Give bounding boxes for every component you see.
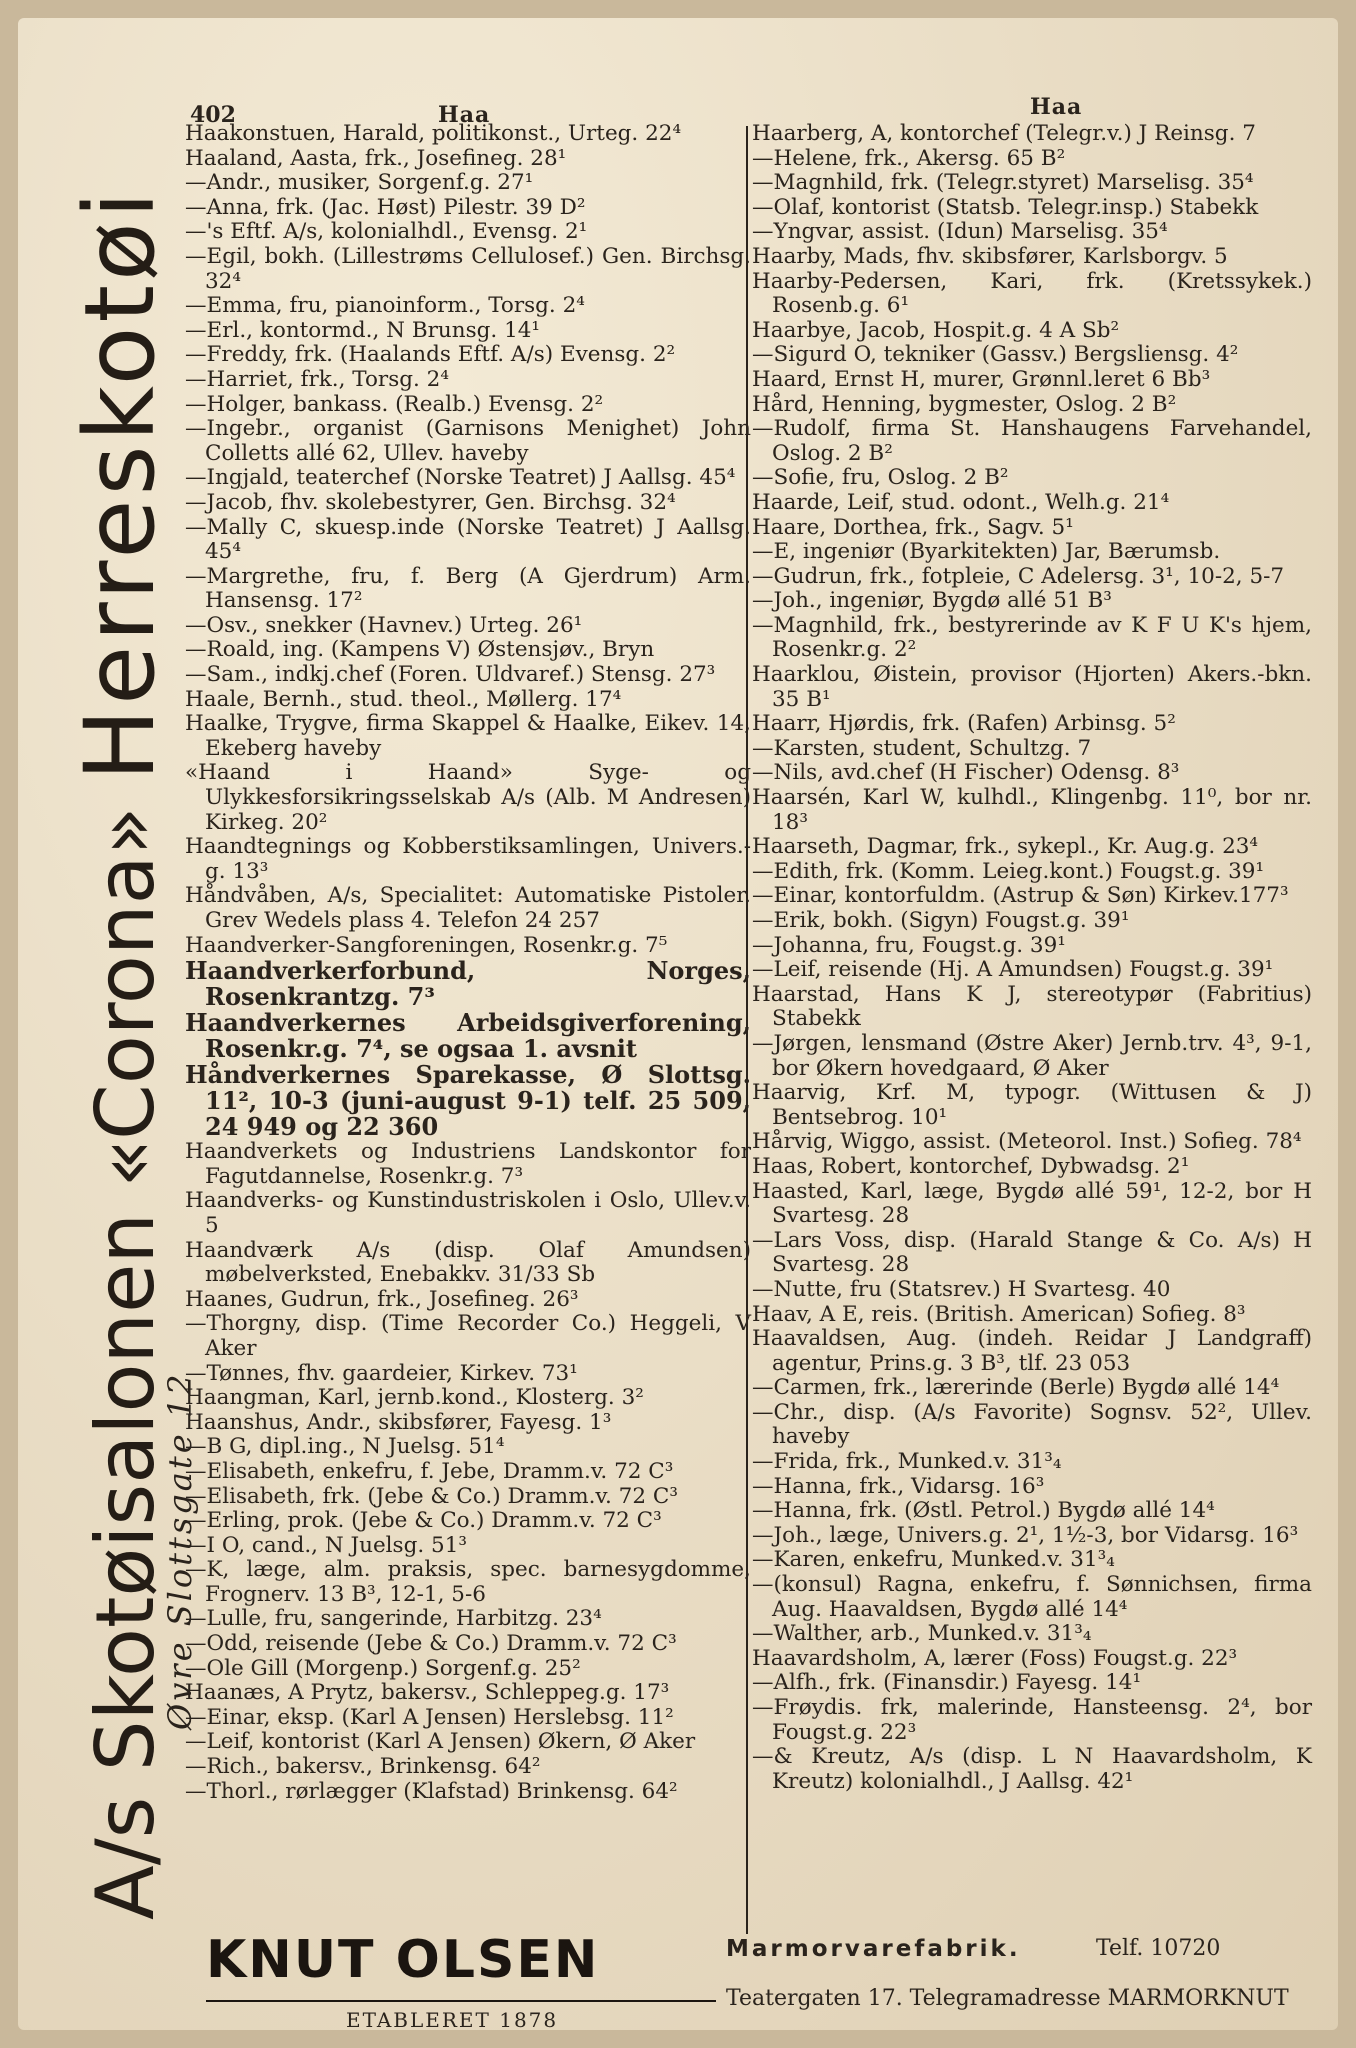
- directory-entry: —Helene, frk., Akersg. 65 B²: [752, 145, 1066, 171]
- directory-entry: —I O, cand., N Juelsg. 51³: [185, 1532, 467, 1558]
- directory-entry: Haandverkerforbund, Norges, Rosenkrantzg. 7³: [185, 956, 751, 1012]
- directory-entry: Håndverkernes Sparekasse, Ø Slottsg. 11², 10-3 (juni-august 9-1) telf. 25 509, 24 949 og 22 360: [185, 1060, 751, 1142]
- directory-entry: —Magnhild, frk., bestyrerinde av K F U K's hjem, Rosenkr.g. 2²: [752, 612, 1312, 663]
- directory-entry: —Nutte, fru (Statsrev.) H Svartesg. 40: [752, 1276, 1171, 1302]
- directory-entry: Haasted, Karl, læge, Bygdø allé 59¹, 12-2, bor H Svartesg. 28: [752, 1178, 1312, 1229]
- directory-entry: Haalke, Trygve, firma Skappel & Haalke, Eikev. 14, Ekeberg haveby: [185, 711, 751, 761]
- directory-entry: —Johanna, fru, Fougst.g. 39¹: [752, 932, 1066, 958]
- directory-entry: —Joh., ingeniør, Bygdø allé 51 B³: [752, 588, 1112, 614]
- directory-entry: —Osv., snekker (Havnev.) Urteg. 26¹: [185, 612, 583, 638]
- directory-entry: —Erl., kontormd., N Brunsg. 14¹: [185, 317, 541, 343]
- directory-entry: —Walther, arb., Munked.v. 31³₄: [752, 1621, 1092, 1647]
- directory-entry: —Freddy, frk. (Haalands Eftf. A/s) Evensg. 2²: [185, 342, 676, 368]
- directory-entry: Haandverker-Sangforeningen, Rosenkr.g. 7⁵: [185, 932, 668, 958]
- directory-entry: —Lulle, fru, sangerinde, Harbitzg. 23⁴: [185, 1606, 602, 1632]
- directory-entry: —Ingebr., organist (Garnisons Menighet) John Colletts allé 62, Ullev. haveby: [185, 416, 751, 466]
- directory-entry: Haarby-Pedersen, Kari, frk. (Kretssykek.) Rosenb.g. 6¹: [752, 268, 1312, 319]
- directory-entry: —Edith, frk. (Komm. Leieg.kont.) Fougst.g. 39¹: [752, 858, 1265, 884]
- directory-entry: —Alfh., frk. (Finansdir.) Fayesg. 14¹: [752, 1670, 1142, 1696]
- directory-entry: Haavaldsen, Aug. (indeh. Reidar J Landgraff) agentur, Prins.g. 3 B³, tlf. 23 053: [752, 1326, 1312, 1376]
- directory-entry: —Frøydis. frk, malerinde, Hansteensg. 2⁴, bor Fougst.g. 22³: [752, 1695, 1312, 1745]
- directory-entry: —Jacob, fhv. skolebestyrer, Gen. Birchsg. 32⁴: [185, 489, 676, 515]
- footer-divider: [206, 2000, 716, 2002]
- directory-entry: Haandtegnings og Kobberstiksamlingen, Univers.-g. 13³: [185, 834, 751, 884]
- directory-entry: Hårvig, Wiggo, assist. (Meteorol. Inst.) Sofieg. 78⁴: [752, 1129, 1302, 1155]
- directory-entry: —B G, dipl.ing., N Juelsg. 51⁴: [185, 1434, 505, 1460]
- directory-entry: —Elisabeth, enkefru, f. Jebe, Dramm.v. 72 C³: [185, 1458, 674, 1484]
- directory-entry: —Erling, prok. (Jebe & Co.) Dramm.v. 72 C³: [185, 1508, 662, 1534]
- directory-entry: —Frida, frk., Munked.v. 31³₄: [752, 1449, 1062, 1475]
- directory-entry: —Joh., læge, Univers.g. 2¹, 1½-3, bor Vidarsg. 16³: [752, 1522, 1299, 1548]
- directory-entry: —'s Eftf. A/s, kolonialhdl., Evensg. 2¹: [185, 219, 588, 245]
- directory-entry: Haandverks- og Kunstindustriskolen i Oslo, Ullev.v. 5: [185, 1188, 751, 1238]
- directory-entry: —K, læge, alm. praksis, spec. barnesygdomme, Frognerv. 13 B³, 12-1, 5-6: [185, 1557, 751, 1607]
- directory-entry: —Sigurd O, tekniker (Gassv.) Bergsliensg. 4²: [752, 342, 1239, 368]
- directory-entry: Haas, Robert, kontorchef, Dybwadsg. 2¹: [752, 1153, 1190, 1179]
- running-head-left: Haa: [438, 102, 491, 128]
- directory-entry: —Rich., bakersv., Brinkensg. 64²: [185, 1754, 541, 1780]
- directory-entry: Haarbye, Jacob, Hospit.g. 4 A Sb²: [752, 317, 1120, 343]
- directory-entry: —Magnhild, frk. (Telegr.styret) Marselisg. 35⁴: [752, 170, 1254, 196]
- directory-entry: —Sam., indkj.chef (Foren. Uldvaref.) Stensg. 27³: [185, 662, 716, 688]
- directory-entry: —Gudrun, frk., fotpleie, C Adelersg. 3¹, 10-2, 5-7: [752, 563, 1285, 589]
- directory-entry: Haarklou, Øistein, provisor (Hjorten) Akers.-bkn. 35 B¹: [752, 662, 1312, 712]
- directory-entry: —Hanna, frk., Vidarsg. 16³: [752, 1473, 1045, 1499]
- directory-entry: —(konsul) Ragna, enkefru, f. Sønnichsen, firma Aug. Haavaldsen, Bygdø allé 14⁴: [752, 1572, 1312, 1622]
- directory-entry: —Jørgen, lensmand (Østre Aker) Jernb.trv. 4³, 9-1, bor Økern hovedgaard, Ø Aker: [752, 1030, 1312, 1081]
- directory-entry: —E, ingeniør (Byarkitekten) Jar, Bærumsb.: [752, 539, 1221, 565]
- directory-entry: —Lars Voss, disp. (Harald Stange & Co. A/s) H Svartesg. 28: [752, 1227, 1312, 1278]
- directory-entry: —Emma, fru, pianoinform., Torsg. 2⁴: [185, 293, 585, 319]
- directory-entry: Haare, Dorthea, frk., Sagv. 5¹: [752, 514, 1074, 540]
- directory-entry: Haarstad, Hans K J, stereotypør (Fabritius) Stabekk: [752, 981, 1312, 1032]
- directory-entry: —Tønnes, fhv. gaardeier, Kirkev. 73¹: [185, 1360, 578, 1386]
- directory-entry: Haarberg, A, kontorchef (Telegr.v.) J Reinsg. 7: [752, 121, 1256, 146]
- directory-entry: Haarde, Leif, stud. odont., Welh.g. 21⁴: [752, 489, 1170, 515]
- directory-entry: Haandverkets og Industriens Landskontor for Fagutdannelse, Rosenkr.g. 7³: [185, 1139, 751, 1189]
- directory-entry: —& Kreutz, A/s (disp. L N Haavardsholm, K Kreutz) kolonialhdl., J Aallsg. 42¹: [752, 1744, 1312, 1794]
- directory-entry: —Margrethe, fru, f. Berg (A Gjerdrum) Arm. Hansensg. 17²: [185, 563, 751, 614]
- side-ad-company: A/s Skotøisalonen «Corona»: [79, 806, 172, 1920]
- directory-entry: —Odd, reisende (Jebe & Co.) Dramm.v. 72 C³: [185, 1631, 677, 1657]
- right-column: [752, 122, 1312, 1922]
- directory-entry: Haav, A E, reis. (British. American) Sofieg. 8³: [752, 1301, 1246, 1327]
- directory-entry: —Leif, reisende (Hj. A Amundsen) Fougst.g. 39¹: [752, 957, 1274, 983]
- directory-entry: Håndvåben, A/s, Specialitet: Automatiske Pistoler. Grev Wedels plass 4. Telefon 24 257: [185, 883, 751, 933]
- directory-entry: Haanes, Gudrun, frk., Josefineg. 26³: [185, 1286, 579, 1312]
- directory-entry: —Thorgny, disp. (Time Recorder Co.) Heggeli, V Aker: [185, 1311, 751, 1361]
- directory-entry: Haavardsholm, A, lærer (Foss) Fougst.g. 22³: [752, 1645, 1238, 1671]
- directory-entry: —Sofie, fru, Oslog. 2 B²: [752, 465, 1009, 491]
- directory-entry: —Chr., disp. (A/s Favorite) Sognsv. 52², Ullev. haveby: [752, 1399, 1312, 1450]
- directory-entry: —Leif, kontorist (Karl A Jensen) Økern, Ø Aker: [185, 1729, 696, 1755]
- footer-company-name: KNUT OLSEN: [206, 1930, 600, 1990]
- running-head-right: Haa: [1030, 94, 1083, 120]
- directory-entry: —Harriet, frk., Torsg. 2⁴: [185, 366, 449, 392]
- directory-entry: —Einar, kontorfuldm. (Astrup & Søn) Kirkev.177³: [752, 883, 1289, 909]
- directory-entry: —Carmen, frk., lærerinde (Berle) Bygdø allé 14⁴: [752, 1375, 1280, 1401]
- directory-entry: Haanæs, A Prytz, bakersv., Schleppeg.g. 17³: [185, 1680, 670, 1706]
- footer-trade: Marmorvarefabrik.: [726, 1936, 1021, 1962]
- directory-entry: —Elisabeth, frk. (Jebe & Co.) Dramm.v. 72 C³: [185, 1483, 678, 1509]
- directory-entry: —Rudolf, firma St. Hanshaugens Farvehandel, Oslog. 2 B²: [752, 416, 1312, 466]
- directory-entry: —Holger, bankass. (Realb.) Evensg. 2²: [185, 391, 604, 417]
- directory-entry: Hård, Henning, bygmester, Oslog. 2 B²: [752, 391, 1177, 417]
- directory-entry: Haarby, Mads, fhv. skibsfører, Karlsborgv. 5: [752, 243, 1228, 269]
- directory-entry: —Roald, ing. (Kampens V) Østensjøv., Bryn: [185, 637, 655, 663]
- left-column: [185, 122, 751, 1922]
- directory-entry: —Egil, bokh. (Lillestrøms Cellulosef.) Gen. Birchsg. 32⁴: [185, 243, 751, 294]
- side-advertisement: [60, 187, 199, 1920]
- directory-entry: Haarsén, Karl W, kulhdl., Klingenbg. 11⁰, bor nr. 18³: [752, 785, 1312, 835]
- directory-entry: —Karsten, student, Schultzg. 7: [752, 735, 1092, 761]
- directory-entry: —Olaf, kontorist (Statsb. Telegr.insp.) Stabekk: [752, 194, 1259, 220]
- directory-entry: «Haand i Haand» Syge- og Ulykkesforsikringsselskab A/s (Alb. M Andresen) Kirkeg. 20²: [185, 760, 751, 835]
- directory-entry: —Andr., musiker, Sorgenf.g. 27¹: [185, 170, 534, 196]
- side-ad-product: Herreskotøi: [64, 187, 176, 781]
- directory-entry: —Yngvar, assist. (Idun) Marselisg. 35⁴: [752, 219, 1168, 245]
- directory-entry: —Ole Gill (Morgenp.) Sorgenf.g. 25²: [185, 1655, 581, 1681]
- directory-entry: Haarr, Hjørdis, frk. (Rafen) Arbinsg. 5²: [752, 711, 1176, 737]
- directory-entry: Haakonstuen, Harald, politikonst., Urteg. 22⁴: [185, 121, 682, 146]
- directory-entry: —Thorl., rørlægger (Klafstad) Brinkensg. 64²: [185, 1778, 678, 1804]
- footer-phone: Telf. 10720: [1096, 1936, 1221, 1961]
- directory-entry: —Mally C, skuesp.inde (Norske Teatret) J Aallsg. 45⁴: [185, 514, 751, 565]
- directory-entry: Haaland, Aasta, frk., Josefineg. 28¹: [185, 145, 567, 171]
- footer-address: Teatergaten 17. Telegramadresse MARMORKNUT: [726, 1986, 1289, 2011]
- directory-entry: Haarseth, Dagmar, frk., sykepl., Kr. Aug.g. 23⁴: [752, 834, 1259, 860]
- directory-entry: Haandværk A/s (disp. Olaf Amundsen) møbelverksted, Enebakkv. 31/33 Sb: [185, 1237, 751, 1288]
- side-ad-address: Øvre Slottsgate 12: [161, 1371, 199, 1730]
- directory-entry: Haanshus, Andr., skibsfører, Fayesg. 1³: [185, 1409, 612, 1435]
- directory-entry: Haarvig, Krf. M, typogr. (Wittusen & J) Bentsebrog. 10¹: [752, 1080, 1312, 1130]
- directory-entry: —Hanna, frk. (Østl. Petrol.) Bygdø allé 14⁴: [752, 1498, 1215, 1524]
- footer-advertisement: [196, 1930, 1316, 2032]
- directory-entry: —Karen, enkefru, Munked.v. 31³₄: [752, 1547, 1115, 1573]
- footer-established: ETABLERET 1878: [346, 2008, 559, 2032]
- directory-entry: Haandverkernes Arbeidsgiverforening, Rosenkr.g. 7⁴, se ogsaa 1. avsnit: [185, 1008, 751, 1064]
- directory-entry: —Einar, eksp. (Karl A Jensen) Herslebsg. 11²: [185, 1704, 674, 1730]
- page-number: 402: [190, 102, 236, 128]
- directory-entry: Haard, Ernst H, murer, Grønnl.leret 6 Bb³: [752, 366, 1211, 392]
- directory-entry: —Erik, bokh. (Sigyn) Fougst.g. 39¹: [752, 908, 1130, 933]
- directory-entry: —Ingjald, teaterchef (Norske Teatret) J Aallsg. 45⁴: [185, 465, 736, 491]
- directory-entry: —Anna, frk. (Jac. Høst) Pilestr. 39 D²: [185, 194, 586, 220]
- directory-entry: Haale, Bernh., stud. theol., Møllerg. 17⁴: [185, 686, 622, 712]
- directory-entry: Haangman, Karl, jernb.kond., Klosterg. 3²: [185, 1385, 644, 1411]
- directory-entry: —Nils, avd.chef (H Fischer) Odensg. 8³: [752, 760, 1180, 786]
